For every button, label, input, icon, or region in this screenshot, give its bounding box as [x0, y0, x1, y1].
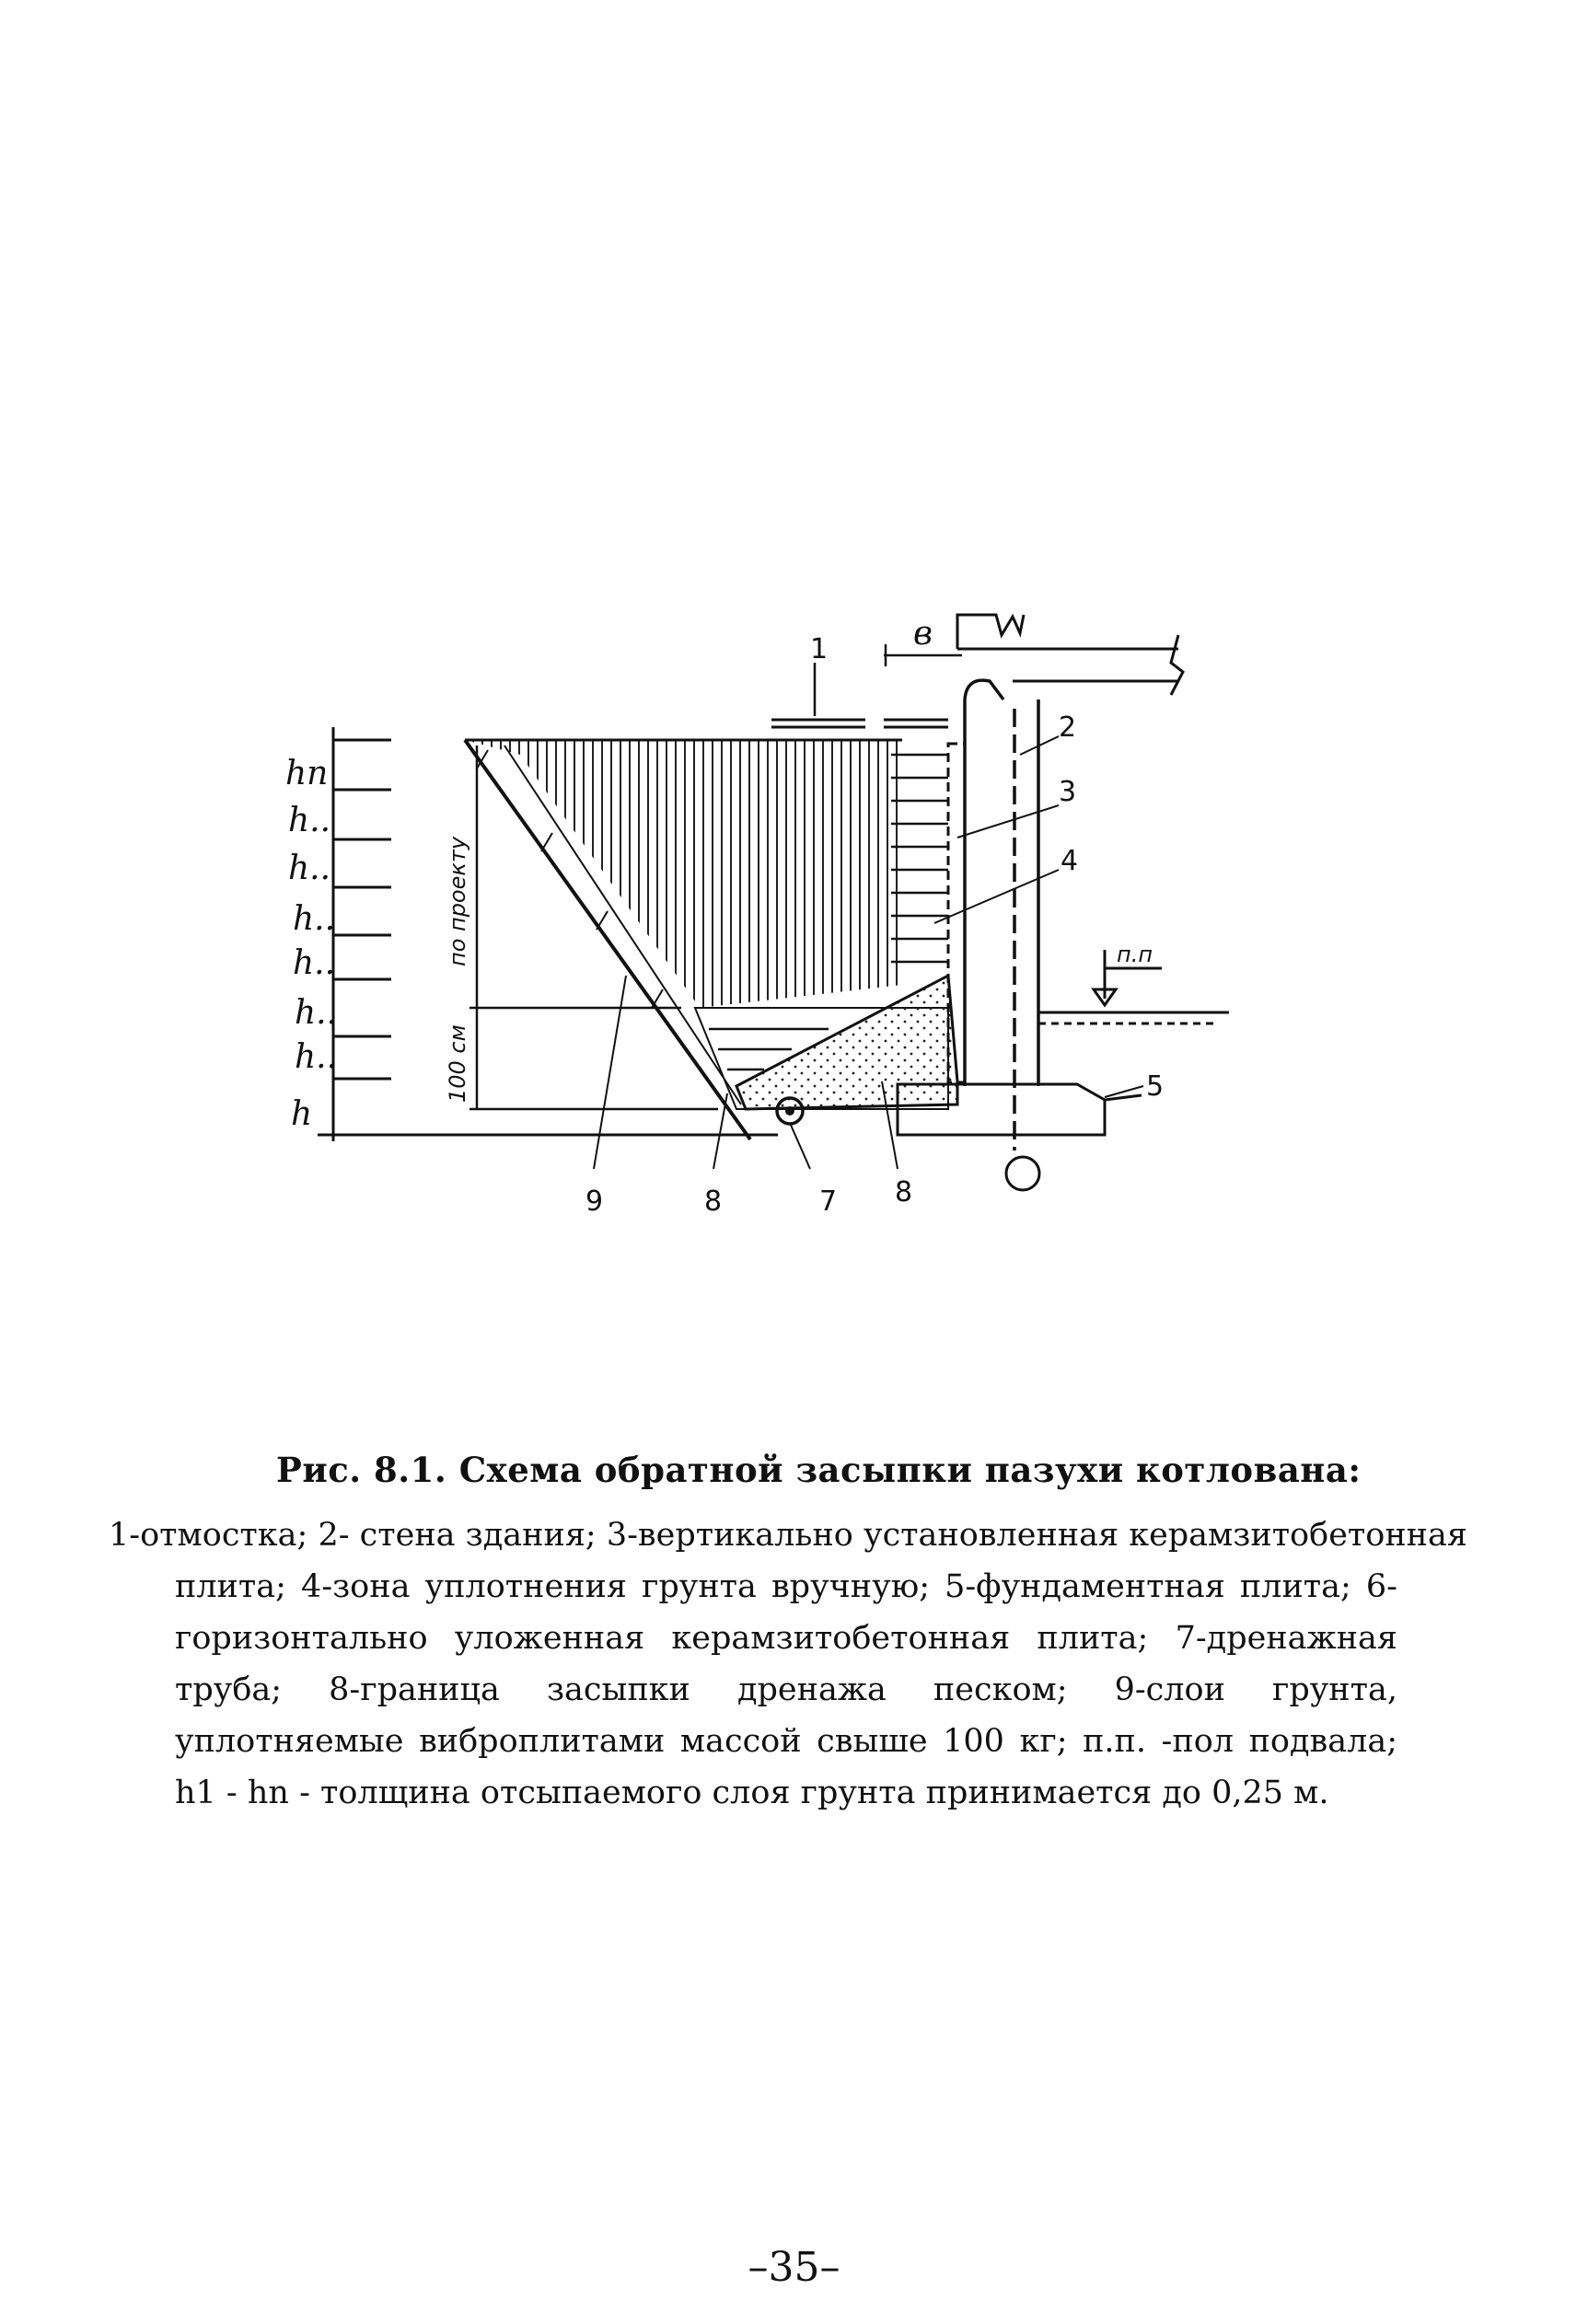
layer-label: h.. [295, 1038, 338, 1076]
layer-label: h.. [288, 802, 331, 839]
layer-label: h [291, 1095, 313, 1133]
width-label: в [913, 615, 933, 653]
basement-floor-label: п.п [1117, 942, 1153, 967]
figure-caption-title: Рис. 8.1. Схема обратной засыпки пазухи котлована: [276, 1450, 1362, 1490]
dimension-label-100cm: 100 см [445, 1024, 470, 1103]
figure-caption-body [109, 1509, 1467, 1819]
axis-marker [1006, 1157, 1039, 1190]
layer-label: h.. [293, 944, 336, 982]
callout-4: 4 [1061, 845, 1079, 877]
callout-7: 7 [819, 1185, 838, 1218]
layer-thickness-labels [285, 755, 337, 1133]
callout-3: 3 [1059, 776, 1077, 808]
callout-5: 5 [1146, 1070, 1165, 1103]
layer-label: h.. [293, 900, 336, 938]
page-number: –35– [748, 2244, 840, 2291]
callout-9: 9 [585, 1185, 604, 1218]
dimension-label-by-project: по проекту [445, 836, 470, 966]
blind-area [771, 663, 948, 727]
callout-1: 1 [810, 633, 829, 665]
caption-legend-text: плита; 4-зона уплотнения грунта вручную; 5-фундаментная плита; 6-горизонтально уложенная керамзитобетонная плита; 7-дренажная труба; 8-граница засыпки дренажа песком; 9-слои грунта, уплотняемые виброплитами массой свыше 100 кг; п.п. -пол подвала; h1 - hn - толщина отсыпаемого слоя грунта принимается до 0,25 м. [175, 1568, 1397, 1811]
callout-2: 2 [1059, 711, 1077, 744]
layer-label: h.. [295, 994, 338, 1032]
callout-8-right: 8 [895, 1176, 913, 1208]
caption-first-line: 1-отмостка; 2- стена здания; 3-вертикально установленная керамзитобетонная [109, 1517, 1467, 1554]
layer-label: hп [285, 755, 329, 792]
layer-label: h.. [288, 850, 331, 887]
callout-8-left: 8 [704, 1185, 723, 1218]
